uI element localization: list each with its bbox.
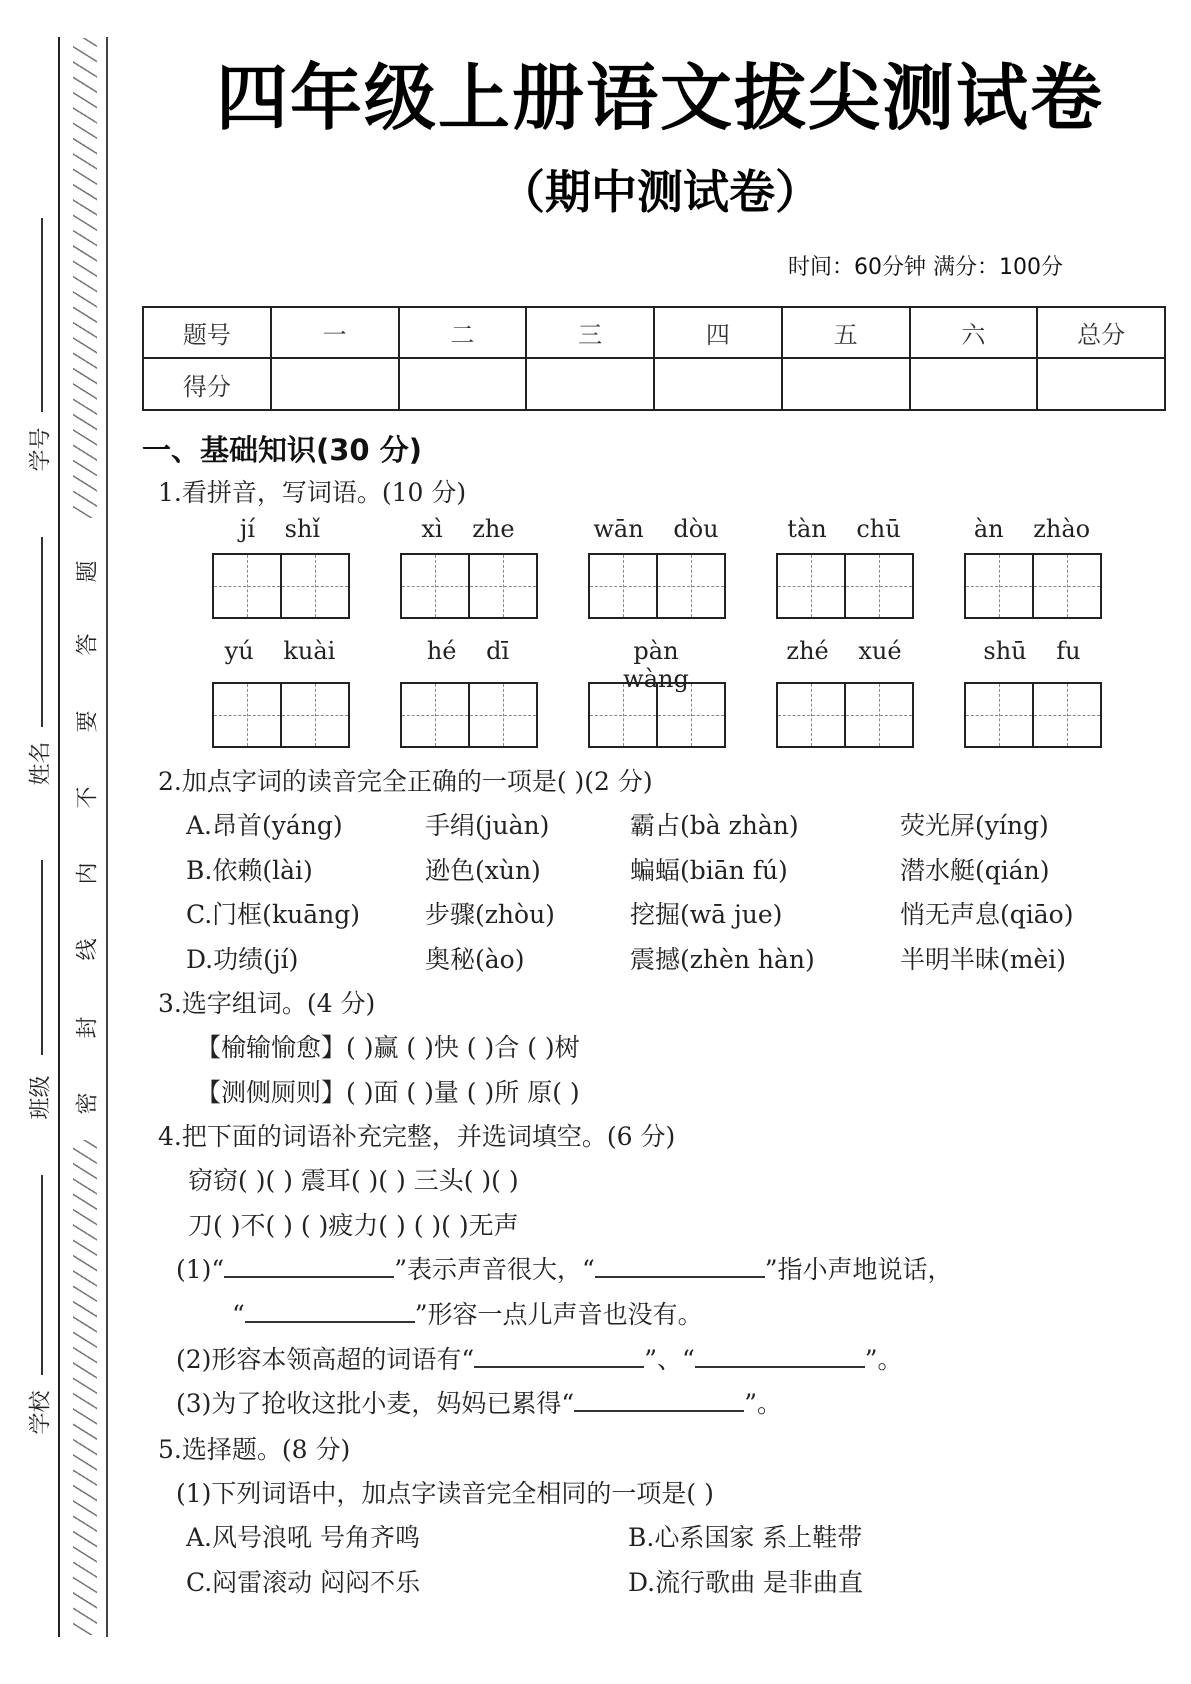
student-id-label: 学号 [28, 427, 54, 472]
score-input-cell[interactable] [782, 358, 910, 410]
pinyin-label: shū fu [983, 637, 1081, 665]
seal-char: 线 [75, 938, 101, 961]
binding-inner-line [106, 37, 108, 1637]
q3-row-2: 【测侧厕则】( )面 ( )量 ( )所 原( ) [196, 1078, 580, 1107]
q4-sub-3-post: ”。 [744, 1389, 782, 1418]
q2-option-b4: 潜水艇(qián) [900, 856, 1050, 885]
answer-blank[interactable] [695, 1344, 865, 1368]
pinyin-label: wān dòu [593, 515, 719, 543]
q5-option-b: B.心系国家 系上鞋带 [628, 1523, 863, 1552]
score-table-header-row [143, 307, 1165, 358]
seal-char: 封 [75, 1016, 101, 1039]
pinyin-label: jí shǐ [239, 515, 321, 543]
writing-box[interactable] [776, 682, 914, 748]
school-label: 学校 [28, 1390, 54, 1435]
q4-sub-1a-pre: (1)“ [176, 1255, 225, 1284]
writing-box[interactable] [588, 553, 726, 619]
q4-sub-2-pre: (2)形容本领高超的词语有“ [176, 1345, 475, 1374]
score-header-cell: 总分 [1037, 307, 1165, 358]
q5-option-a: A.风号浪吼 号角齐鸣 [186, 1523, 420, 1552]
score-header-cell: 五 [782, 307, 910, 358]
writing-box[interactable] [212, 682, 350, 748]
writing-box[interactable] [400, 553, 538, 619]
score-header-cell: 三 [526, 307, 654, 358]
q4-sub-1b [232, 1295, 703, 1331]
school-field[interactable] [41, 1175, 43, 1375]
answer-blank[interactable] [574, 1388, 744, 1412]
writing-grid-row-2 [212, 682, 1112, 752]
q5-sub-1-prompt: (1)下列词语中，加点字读音完全相同的一项是( ) [176, 1479, 714, 1508]
answer-blank[interactable] [595, 1254, 765, 1278]
score-header-cell: 题号 [143, 307, 271, 358]
score-header-cell: 二 [399, 307, 527, 358]
answer-blank[interactable] [474, 1344, 644, 1368]
q2-option-c1: C.门框(kuāng) [186, 900, 360, 929]
q2-option-d1: D.功绩(jí) [186, 945, 299, 974]
name-field[interactable] [41, 537, 43, 727]
score-table [142, 306, 1166, 411]
pinyin-label: yú kuài [224, 637, 336, 665]
q5-option-d: D.流行歌曲 是非曲直 [628, 1568, 864, 1597]
binding-margin [0, 0, 130, 1684]
score-input-cell[interactable] [910, 358, 1038, 410]
writing-box[interactable] [400, 682, 538, 748]
q4-sub-1b-post: ”形容一点儿声音也没有。 [414, 1300, 703, 1329]
question-5-prompt: 5.选择题。(8 分) [158, 1435, 351, 1464]
seal-char: 要 [75, 710, 101, 733]
name-label: 姓名 [28, 741, 54, 786]
pinyin-label: hé dī [426, 637, 510, 665]
hatch-pattern-top [73, 38, 97, 518]
score-header-cell: 六 [910, 307, 1038, 358]
q4-sub-2-post: ”。 [864, 1345, 903, 1374]
class-label: 班级 [28, 1075, 54, 1120]
q2-option-b1: B.依赖(lài) [186, 856, 313, 885]
q2-option-b3: 蝙蝠(biān fú) [630, 856, 788, 885]
q2-option-a2: 手绢(juàn) [425, 811, 550, 840]
score-input-cell[interactable] [1037, 358, 1165, 410]
q4-sub-2 [176, 1340, 903, 1376]
writing-grid-row-1 [212, 553, 1112, 623]
q2-option-a1: A.昂首(yáng) [186, 811, 343, 840]
binding-outer-line [58, 37, 60, 1637]
q4-sub-3-pre: (3)为了抢收这批小麦，妈妈已累得“ [176, 1389, 575, 1418]
score-input-cell[interactable] [271, 358, 399, 410]
q4-sub-3 [176, 1384, 782, 1420]
pinyin-row-1 [210, 515, 1110, 551]
score-input-cell[interactable] [399, 358, 527, 410]
seal-char: 答 [75, 633, 101, 656]
student-id-field[interactable] [41, 218, 43, 412]
writing-box[interactable] [776, 553, 914, 619]
answer-blank[interactable] [224, 1254, 394, 1278]
pinyin-label: xì zhe [421, 515, 515, 543]
seal-char: 不 [75, 786, 101, 809]
question-2-prompt: 2.加点字词的读音完全正确的一项是( )(2 分) [158, 767, 653, 796]
q5-option-c: C.闷雷滚动 闷闷不乐 [186, 1568, 421, 1597]
exam-subtitle: （期中测试卷） [499, 165, 821, 219]
q3-row-1: 【榆输愉愈】( )赢 ( )快 ( )合 ( )树 [196, 1033, 580, 1062]
q2-option-c4: 悄无声息(qiāo) [900, 900, 1074, 929]
q4-sub-1a [176, 1250, 953, 1286]
q2-option-c2: 步骤(zhòu) [425, 900, 555, 929]
question-3-prompt: 3.选字组词。(4 分) [158, 989, 376, 1018]
q4-sub-1a-mid: ”表示声音很大，“ [394, 1255, 595, 1284]
q2-option-a3: 霸占(bà zhàn) [630, 811, 799, 840]
score-header-cell: 一 [271, 307, 399, 358]
q4-sub-1a-post: ”指小声地说话， [764, 1255, 953, 1284]
q2-option-a4: 荧光屏(yíng) [900, 811, 1049, 840]
q2-option-b2: 逊色(xùn) [425, 856, 541, 885]
writing-box[interactable] [964, 553, 1102, 619]
question-1-prompt: 1.看拼音，写词语。(10 分) [158, 478, 467, 507]
exam-title: 四年级上册语文拔尖测试卷 [215, 56, 1104, 140]
q2-option-d3: 震撼(zhèn hàn) [630, 945, 815, 974]
seal-char: 内 [75, 862, 101, 885]
writing-box[interactable] [212, 553, 350, 619]
q2-option-c3: 挖掘(wā jue) [630, 900, 783, 929]
pinyin-label: àn zhào [973, 515, 1091, 543]
section-title: 一、基础知识(30 分) [142, 433, 422, 467]
seal-char: 题 [75, 560, 101, 583]
score-input-cell[interactable] [654, 358, 782, 410]
answer-blank[interactable] [245, 1299, 415, 1323]
class-field[interactable] [41, 860, 43, 1055]
pinyin-label: zhé xué [786, 637, 902, 665]
score-header-cell: 四 [654, 307, 782, 358]
time-and-score-info: 时间：60分钟 满分：100分 [788, 255, 1063, 280]
pinyin-row-2 [210, 637, 1110, 693]
score-input-cell[interactable] [526, 358, 654, 410]
seal-char: 密 [75, 1092, 101, 1115]
pinyin-label: pàn wàng [623, 637, 689, 693]
score-table-score-row [143, 358, 1165, 410]
score-row-label: 得分 [143, 358, 271, 410]
q4-row-2: 刀( )不( ) ( )疲力( ) ( )( )无声 [188, 1211, 519, 1240]
writing-box[interactable] [588, 682, 726, 748]
q4-sub-1b-pre: “ [232, 1300, 245, 1329]
q2-option-d2: 奥秘(ào) [425, 945, 525, 974]
pinyin-label: tàn chū [787, 515, 901, 543]
q4-sub-2-mid: ”、“ [644, 1345, 695, 1374]
writing-box[interactable] [964, 682, 1102, 748]
question-4-prompt: 4.把下面的词语补充完整，并选词填空。(6 分) [158, 1122, 676, 1151]
q2-option-d4: 半明半昧(mèi) [900, 945, 1067, 974]
hatch-pattern-bottom [73, 1140, 97, 1635]
q4-row-1: 窃窃( )( ) 震耳( )( ) 三头( )( ) [188, 1166, 519, 1195]
